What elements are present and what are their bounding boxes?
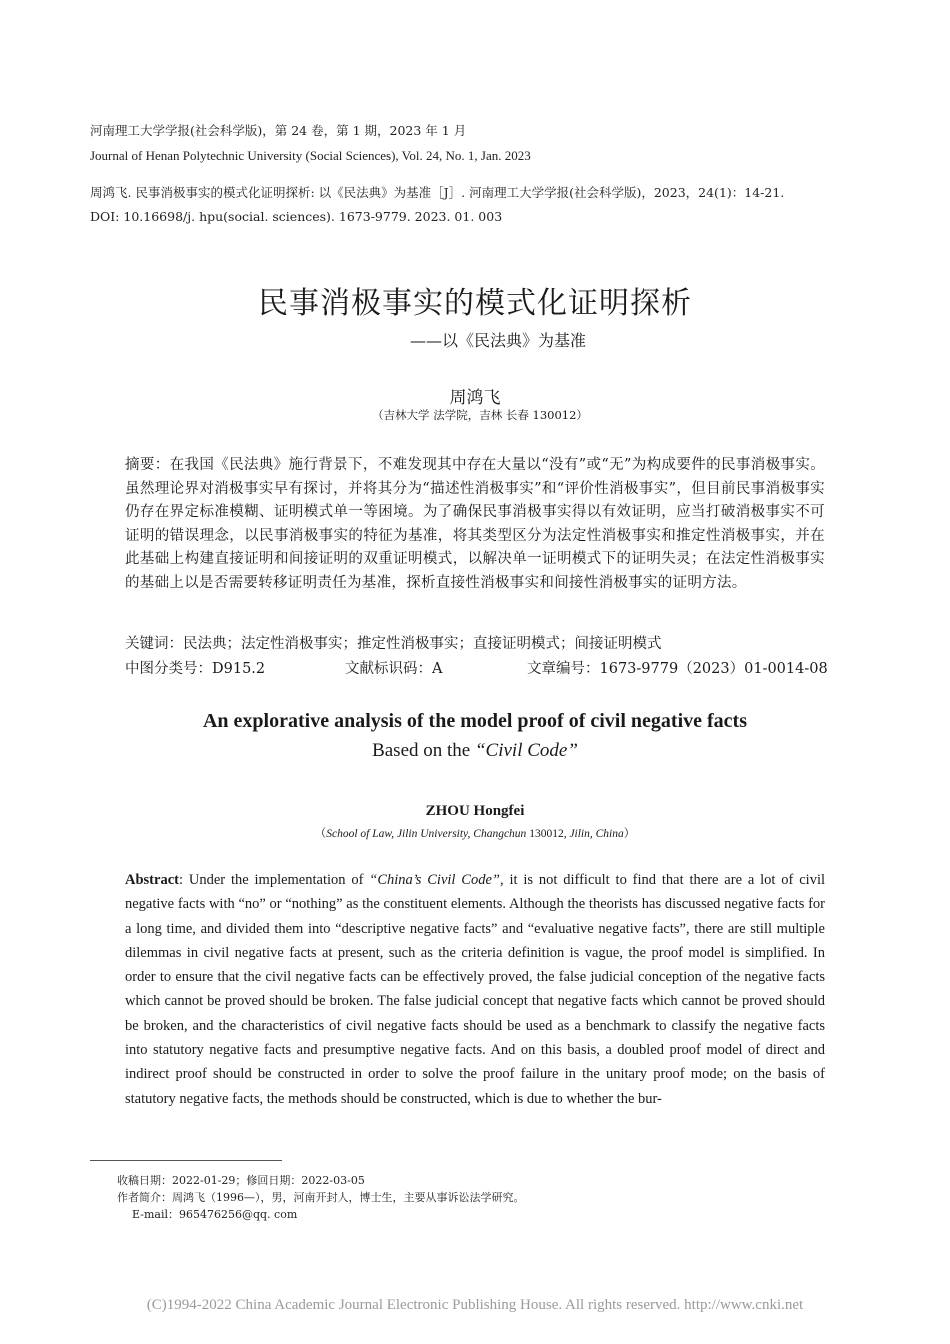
abstract-en-text: , it is not difficult to find that there are a lot of civil negative facts with “no” or “nothing” as the constituent elements. Although the theorists has discussed negative facts for a long time, and divided them into “descriptive negative facts” and “evaluative negative facts”, there are still multiple dilemmas in civil negative facts at present, such as the criteria definition is vague, the proof model is simplified. In order to ensure that the civil negative facts can be effectively proved, the false judicial conception of the negative facts which cannot be proved should be broken. The false judicial concept that negative facts which cannot be proved should be broken, and the characteristics of civil negative facts should be used as a benchmark to classify the negative facts into statutory negative facts and presumptive negative facts. And on this basis, a doubled proof model of direct and indirect proof should be constructed in order to solve the proof failure in the unitary proof mode; on the basis of statutory negative facts, the methods should be constructed, which is due to whether the bur- [125, 872, 826, 1107]
affiliation-en-close: ） [623, 828, 636, 840]
subtitle-en [0, 740, 950, 762]
title-zh: 民事消极事实的模式化证明探析 [258, 286, 692, 321]
affiliation-en-code: 130012, [526, 828, 570, 840]
affiliation-en [0, 825, 950, 841]
footnote-email: E-mail：965476256@qq. com [132, 1208, 298, 1221]
doi-line: DOI: 10.16698/j. hpu(social. sciences). 1673-9779. 2023. 01. 003 [90, 209, 503, 224]
abstract-zh-label: 摘要： [125, 457, 170, 473]
author-en: ZHOU Hongfei [425, 803, 525, 819]
affiliation-zh: （吉林大学 法学院，吉林 长春 130012） [372, 408, 588, 422]
footnote-rule [90, 1160, 282, 1161]
doc-code [345, 657, 442, 678]
subtitle-en-italic: “Civil Code” [474, 740, 578, 761]
abstract-en-label: Abstract [125, 872, 179, 888]
keywords-zh-text: 民法典；法定性消极事实；推定性消极事实；直接证明模式；间接证明模式 [183, 636, 662, 652]
article-value: 1673-9779（2023）01-0014-08 [599, 661, 828, 677]
author-zh: 周鸿飞 [449, 388, 501, 408]
affiliation-en-school: School of Law, Jilin University, Changchun [326, 828, 527, 840]
title-en: An explorative analysis of the model proof of civil negative facts [202, 710, 747, 732]
clc-code [125, 657, 265, 678]
subtitle-en-prefix: Based on the [372, 740, 475, 761]
affiliation-en-open: （ [314, 828, 327, 840]
journal-header-zh: 河南理工大学学报(社会科学版)，第 24 卷，第 1 期，2023 年 1 月 [90, 123, 467, 138]
clc-label: 中图分类号： [125, 661, 212, 677]
doc-value: A [432, 661, 443, 677]
classification-row [125, 657, 828, 679]
affiliation-en-region: Jilin, China [569, 828, 624, 840]
abstract-en-colon: : [178, 872, 189, 888]
doc-label: 文献标识码： [345, 661, 432, 677]
subtitle-zh: ——以《民法典》为基准 [409, 331, 586, 350]
abstract-zh [125, 454, 825, 595]
abstract-zh-text: 在我国《民法典》施行背景下，不难发现其中存在大量以“没有”或“无”为构成要件的民事消极事实。虽然理论界对消极事实早有探讨，并将其分为“描述性消极事实”和“评价性消极事实”，但目前民事消极事实仍存在界定标准模糊、证明模式单一等困境。为了确保民事消极事实得以有效证明，应当打破消极事实不可证明的错误理念，以民事消极事实的特征为基准，将其类型区分为法定性消极事实和推定性消极事实，并在此基础上构建直接证明和间接证明的双重证明模式，以解决单一证明模式下的证明失灵；在法定性消极事实的基础上以是否需要转移证明责任为基准，探析直接性消极事实和间接性消极事实的证明方法。 [125, 457, 826, 591]
abstract-en-italic: “China’s Civil Code” [369, 872, 500, 888]
citation-line: 周鸿飞. 民事消极事实的模式化证明探析: 以《民法典》为基准［J］. 河南理工大学学报(社会科学版)，2023，24(1)：14-21. [90, 185, 785, 200]
abstract-en-pre: Under the implementation of [188, 872, 370, 888]
keywords-zh [125, 632, 825, 654]
clc-value: D915.2 [212, 661, 266, 677]
article-number [527, 657, 828, 678]
footnote-bio: 作者简介：周鸿飞（1996—），男，河南开封人，博士生，主要从事诉讼法学研究。 [117, 1191, 525, 1204]
abstract-en [125, 868, 825, 1111]
journal-header-en: Journal of Henan Polytechnic University (Social Sciences), Vol. 24, No. 1, Jan. 2023 [90, 148, 531, 163]
article-label: 文章编号： [527, 661, 600, 677]
keywords-zh-label: 关键词： [125, 636, 183, 652]
copyright-watermark: (C)1994-2022 China Academic Journal Electronic Publishing House. All rights reserved. http://www.cnki.net [146, 1297, 804, 1313]
footnote-received: 收稿日期：2022-01-29；修回日期：2022-03-05 [117, 1174, 365, 1187]
